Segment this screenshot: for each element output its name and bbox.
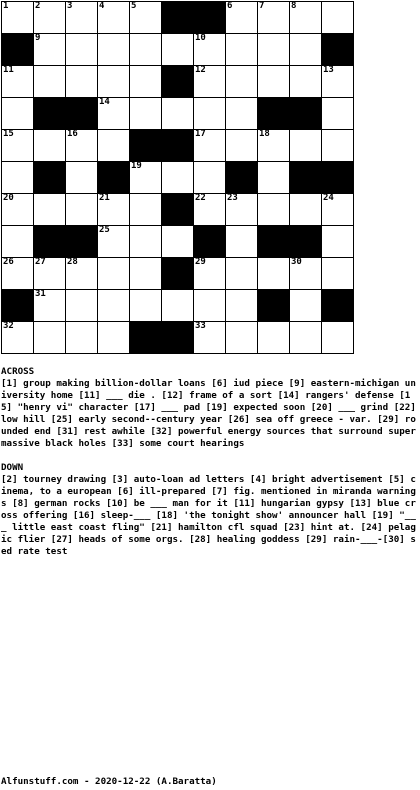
- clue-number: 15: [3, 129, 14, 139]
- grid-cell[interactable]: [289, 257, 321, 289]
- grid-cell[interactable]: [97, 33, 129, 65]
- grid-cell[interactable]: [193, 257, 225, 289]
- block-cell: [161, 193, 193, 225]
- grid-cell[interactable]: [65, 161, 97, 193]
- grid-cell[interactable]: [97, 1, 129, 33]
- block-cell: [257, 97, 289, 129]
- grid-cell[interactable]: [1, 225, 33, 257]
- grid-cell[interactable]: [1, 1, 33, 33]
- grid-cell[interactable]: [129, 65, 161, 97]
- grid-cell[interactable]: [257, 129, 289, 161]
- grid-cell[interactable]: [97, 321, 129, 353]
- grid-cell[interactable]: [225, 321, 257, 353]
- grid-cell[interactable]: [193, 193, 225, 225]
- block-cell: [161, 257, 193, 289]
- down-clues: [2] tourney drawing [3] auto-loan ad letters [4] bright advertisement [5] cinema, to a european [6] ill-prepared [7] fig. mentioned in miranda warnings [8] german rocks [10] be ___ man for it [11] hungarian gypsy [13] blue cross offering [16] sleep-___ [18] 'the tonight show' announcer hall [19] "___ little east coast fling" [21] hamilton cfl squad [23] hint at. [24] pelagic flier [27] heads of some orgs. [28] healing goddess [29] rain-___-[30] sed rate test: [1, 474, 416, 557]
- grid-cell[interactable]: [97, 97, 129, 129]
- grid-cell[interactable]: [65, 65, 97, 97]
- grid-cell[interactable]: [193, 321, 225, 353]
- grid-cell[interactable]: [33, 321, 65, 353]
- grid-cell[interactable]: [33, 33, 65, 65]
- clue-number: 6: [227, 1, 233, 11]
- clue-number: 3: [67, 1, 73, 11]
- block-cell: [65, 225, 97, 257]
- clue-number: 5: [131, 1, 137, 11]
- grid-cell[interactable]: [193, 161, 225, 193]
- across-clues: [1] group making billion-dollar loans [6] iud piece [9] eastern-michigan university home [11] ___ die . [12] frame of a sort [14] rangers' defense [15] "henry vi" character [17] ___ pad [19] expected soon [20] ___ grind [22] low hill [25] early second--century year [26] sea off greece - var. [29] rounded end [31] rest awhile [32] powerful energy sources that surround supermassive black holes [33] some court hearings: [1, 378, 416, 449]
- clue-number: 20: [3, 193, 14, 203]
- grid-cell[interactable]: [257, 1, 289, 33]
- grid-cell[interactable]: [129, 225, 161, 257]
- block-cell: [1, 33, 33, 65]
- grid-cell[interactable]: [161, 161, 193, 193]
- clue-number: 24: [323, 193, 334, 203]
- block-cell: [257, 289, 289, 321]
- block-cell: [97, 161, 129, 193]
- grid-cell[interactable]: [161, 289, 193, 321]
- grid-cell[interactable]: [129, 1, 161, 33]
- clue-number: 4: [99, 1, 105, 11]
- grid-cell[interactable]: [33, 129, 65, 161]
- grid-cell[interactable]: [65, 257, 97, 289]
- grid-cell[interactable]: [257, 193, 289, 225]
- block-cell: [129, 129, 161, 161]
- footer-credit: Alfunstuff.com - 2020-12-22 (A.Baratta): [1, 776, 217, 787]
- grid-cell[interactable]: [1, 321, 33, 353]
- grid-cell[interactable]: [193, 129, 225, 161]
- grid-cell[interactable]: [161, 97, 193, 129]
- clue-number: 13: [323, 65, 334, 75]
- clue-number: 21: [99, 193, 110, 203]
- grid-cell[interactable]: [129, 161, 161, 193]
- grid-cell[interactable]: [257, 257, 289, 289]
- grid-cell[interactable]: [321, 65, 353, 97]
- clue-number: 33: [195, 321, 206, 331]
- block-cell: [33, 161, 65, 193]
- grid-cell[interactable]: [97, 65, 129, 97]
- grid-cell[interactable]: [97, 129, 129, 161]
- grid-cell[interactable]: [321, 1, 353, 33]
- block-cell: [321, 161, 353, 193]
- grid-cell[interactable]: [193, 33, 225, 65]
- grid-cell[interactable]: [33, 65, 65, 97]
- grid-cell[interactable]: [97, 289, 129, 321]
- grid-cell[interactable]: [129, 289, 161, 321]
- clue-number: 30: [291, 257, 302, 267]
- grid-cell[interactable]: [225, 129, 257, 161]
- grid-cell[interactable]: [161, 225, 193, 257]
- clue-number: 25: [99, 225, 110, 235]
- grid-cell[interactable]: [129, 257, 161, 289]
- block-cell: [289, 97, 321, 129]
- block-cell: [257, 225, 289, 257]
- clue-number: 31: [35, 289, 46, 299]
- block-cell: [65, 97, 97, 129]
- clue-number: 29: [195, 257, 206, 267]
- grid-cell[interactable]: [193, 97, 225, 129]
- grid-cell[interactable]: [225, 1, 257, 33]
- grid-cell[interactable]: [65, 321, 97, 353]
- grid-cell[interactable]: [1, 97, 33, 129]
- grid-cell[interactable]: [97, 193, 129, 225]
- grid-cell[interactable]: [225, 97, 257, 129]
- grid-cell[interactable]: [193, 289, 225, 321]
- grid-cell[interactable]: [97, 257, 129, 289]
- grid-cell[interactable]: [289, 289, 321, 321]
- clue-number: 26: [3, 257, 14, 267]
- grid-cell[interactable]: [65, 1, 97, 33]
- grid-cell[interactable]: [33, 257, 65, 289]
- grid-cell[interactable]: [225, 33, 257, 65]
- grid-cell[interactable]: [1, 257, 33, 289]
- grid-cell[interactable]: [65, 33, 97, 65]
- clue-number: 18: [259, 129, 270, 139]
- grid-cell[interactable]: [161, 33, 193, 65]
- clue-number: 22: [195, 193, 206, 203]
- grid-cell[interactable]: [225, 257, 257, 289]
- block-cell: [321, 289, 353, 321]
- crossword-grid: [1, 1, 354, 354]
- clue-number: 1: [3, 1, 9, 11]
- grid-cell[interactable]: [129, 33, 161, 65]
- grid-cell[interactable]: [1, 161, 33, 193]
- block-cell: [161, 65, 193, 97]
- clue-number: 12: [195, 65, 206, 75]
- block-cell: [161, 129, 193, 161]
- block-cell: [193, 225, 225, 257]
- block-cell: [161, 1, 193, 33]
- grid-cell[interactable]: [289, 33, 321, 65]
- clue-number: 2: [35, 1, 41, 11]
- grid-cell[interactable]: [129, 97, 161, 129]
- grid-cell[interactable]: [321, 225, 353, 257]
- block-cell: [193, 1, 225, 33]
- grid-cell[interactable]: [33, 193, 65, 225]
- clue-number: 28: [67, 257, 78, 267]
- grid-cell[interactable]: [225, 225, 257, 257]
- grid-cell[interactable]: [289, 321, 321, 353]
- grid-cell[interactable]: [321, 321, 353, 353]
- grid-cell[interactable]: [289, 1, 321, 33]
- grid-cell[interactable]: [289, 129, 321, 161]
- clue-number: 9: [35, 33, 41, 43]
- block-cell: [33, 97, 65, 129]
- grid-cell[interactable]: [321, 257, 353, 289]
- grid-cell[interactable]: [257, 161, 289, 193]
- grid-cell[interactable]: [289, 65, 321, 97]
- clue-number: 7: [259, 1, 265, 11]
- down-heading: DOWN: [1, 462, 24, 473]
- block-cell: [129, 321, 161, 353]
- block-cell: [33, 225, 65, 257]
- grid-cell[interactable]: [65, 129, 97, 161]
- grid-cell[interactable]: [65, 193, 97, 225]
- clue-list: [1, 366, 419, 558]
- grid-cell[interactable]: [289, 193, 321, 225]
- grid-cell[interactable]: [33, 289, 65, 321]
- grid-cell[interactable]: [321, 97, 353, 129]
- clue-number: 23: [227, 193, 238, 203]
- grid-cell[interactable]: [1, 129, 33, 161]
- grid-cell[interactable]: [97, 225, 129, 257]
- clue-number: 16: [67, 129, 78, 139]
- block-cell: [1, 289, 33, 321]
- grid-cell[interactable]: [321, 193, 353, 225]
- across-heading: ACROSS: [1, 366, 35, 377]
- grid-cell[interactable]: [225, 65, 257, 97]
- block-cell: [225, 161, 257, 193]
- clue-number: 19: [131, 161, 142, 171]
- grid-cell[interactable]: [257, 321, 289, 353]
- grid-cell[interactable]: [225, 193, 257, 225]
- clue-number: 11: [3, 65, 14, 75]
- grid-cell[interactable]: [193, 65, 225, 97]
- block-cell: [161, 321, 193, 353]
- clue-number: 14: [99, 97, 110, 107]
- clue-number: 10: [195, 33, 206, 43]
- block-cell: [289, 161, 321, 193]
- grid-cell[interactable]: [1, 65, 33, 97]
- grid-cell[interactable]: [225, 289, 257, 321]
- block-cell: [289, 225, 321, 257]
- grid-cell[interactable]: [257, 33, 289, 65]
- grid-cell[interactable]: [321, 129, 353, 161]
- grid-cell[interactable]: [129, 193, 161, 225]
- clue-number: 27: [35, 257, 46, 267]
- clue-number: 17: [195, 129, 206, 139]
- block-cell: [321, 33, 353, 65]
- grid-cell[interactable]: [65, 289, 97, 321]
- grid-cell[interactable]: [1, 193, 33, 225]
- clue-number: 32: [3, 321, 14, 331]
- grid-cell[interactable]: [257, 65, 289, 97]
- grid-cell[interactable]: [33, 1, 65, 33]
- clue-number: 8: [291, 1, 297, 11]
